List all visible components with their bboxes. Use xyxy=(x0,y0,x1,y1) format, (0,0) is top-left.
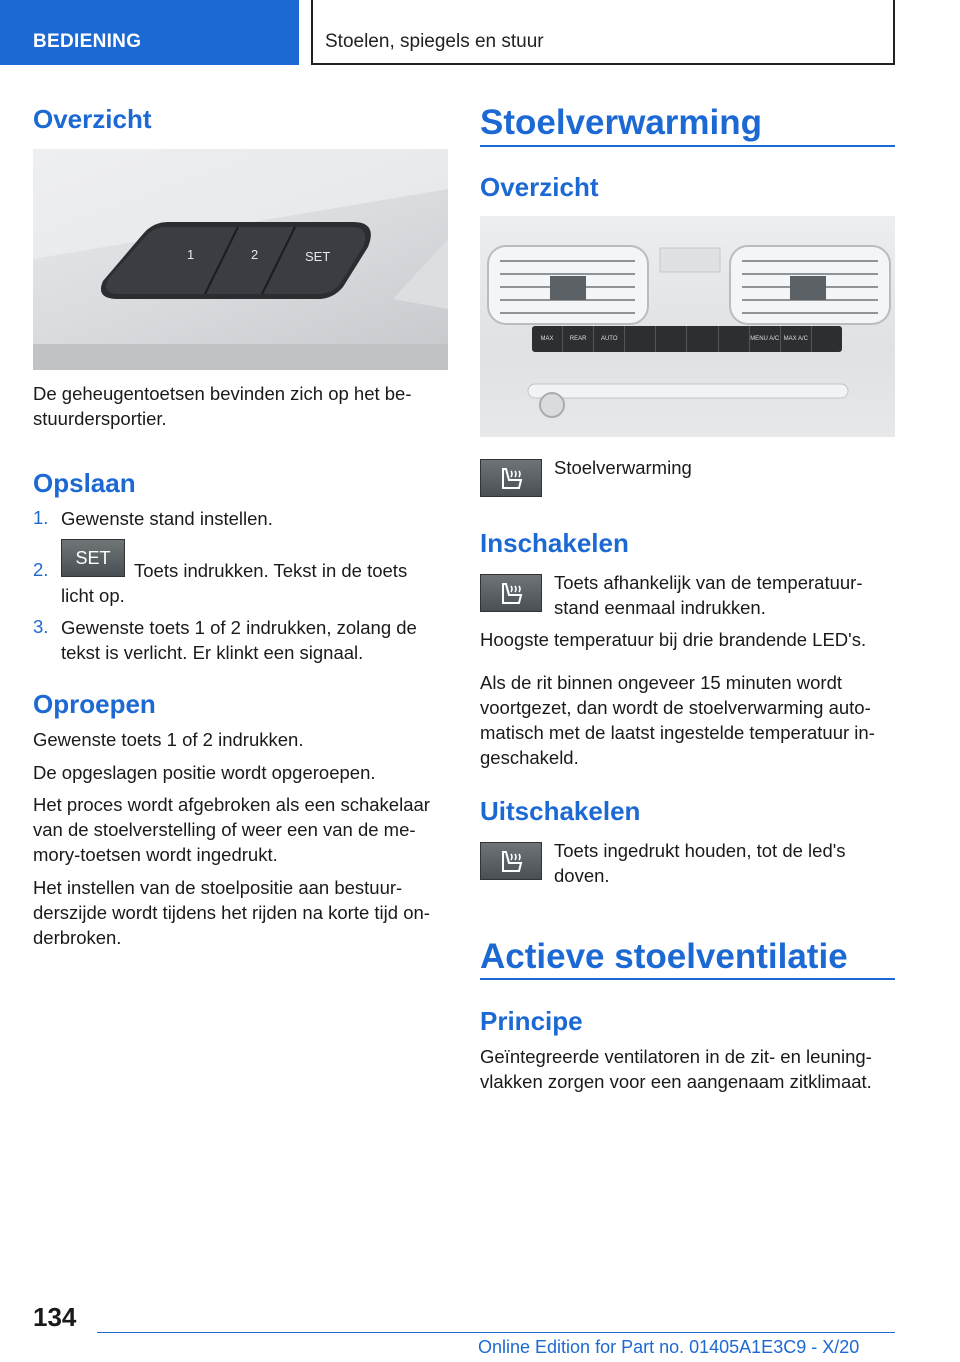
edition-footer: Online Edition for Part no. 01405A1E3C9 - X/20 xyxy=(478,1337,860,1357)
footer-rule xyxy=(97,1332,895,1333)
save-heading: Opslaan xyxy=(33,468,136,498)
climate-button: REAR xyxy=(563,326,594,352)
climate-button xyxy=(625,326,656,352)
seat-heating-heading: Stoelverwarming xyxy=(480,103,763,142)
climate-button: MAX A/C xyxy=(781,326,812,352)
climate-button: AUTO xyxy=(594,326,625,352)
switch-on-heading: Inschakelen xyxy=(480,528,629,558)
climate-panel-photo xyxy=(480,216,895,437)
seat-heating-icon xyxy=(480,842,542,880)
switch-on-text: Toets afhankelijk van de temperatuur‐ stand eenmaal indrukken. xyxy=(554,572,863,618)
page-number: 134 xyxy=(33,1302,77,1332)
heading-rule xyxy=(480,978,895,980)
set-button-icon: SET xyxy=(61,539,125,577)
principle-heading: Principe xyxy=(480,1006,583,1036)
climate-button xyxy=(687,326,718,352)
heading-rule xyxy=(480,145,895,147)
switch-off-heading: Uitschakelen xyxy=(480,796,641,826)
memory-set-label: SET xyxy=(305,249,331,264)
seat-ventilation-heading: Actieve stoelventilatie xyxy=(480,937,848,976)
step-text: Gewenste stand instellen. xyxy=(61,508,273,529)
climate-button: MAX xyxy=(532,326,563,352)
principle-text: Geïntegreerde ventilatoren in de zit- en leuning‐ vlakken zorgen voor een aangenaam zitklimaat. xyxy=(480,1046,872,1092)
climate-button xyxy=(656,326,687,352)
memory-buttons-photo xyxy=(33,149,448,370)
recall-paragraph: Gewenste toets 1 of 2 indrukken. xyxy=(33,729,304,750)
step-text: Toets indrukken. Tekst in de toets xyxy=(134,560,408,581)
section-tab xyxy=(0,0,299,65)
step-number: 1. xyxy=(33,507,49,528)
seat-heating-icon xyxy=(480,574,542,612)
switch-on-paragraph: Als de rit binnen ongeveer 15 minuten wordt voortgezet, dan wordt de stoelverwarming auto‐ matisch met de laatst ingestelde temperatuur in‐ geschakeld. xyxy=(480,672,875,768)
step-number: 3. xyxy=(33,616,49,637)
overview-heading: Overzicht xyxy=(33,104,152,134)
recall-paragraph: De opgeslagen positie wordt opgeroepen. xyxy=(33,762,376,783)
seat-heating-icon xyxy=(480,459,542,497)
recall-paragraph: Het instellen van de stoelpositie aan bestuur‐ derszijde wordt tijdens het rijden na korte tijd on‐ derbroken. xyxy=(33,877,430,948)
switch-on-paragraph: Hoogste temperatuur bij drie brandende LED's. xyxy=(480,629,867,650)
section-label: BEDIENING xyxy=(33,31,142,52)
climate-button: MENU A/C xyxy=(750,326,781,352)
climate-button xyxy=(719,326,750,352)
overview-heading-right: Overzicht xyxy=(480,172,599,202)
switch-off-text: Toets ingedrukt houden, tot de led's doven. xyxy=(554,840,846,886)
step-text: licht op. xyxy=(61,585,125,606)
seat-heating-icon-label: Stoelverwarming xyxy=(554,457,692,478)
memory-button-1-label: 1 xyxy=(187,247,195,262)
recall-paragraph: Het proces wordt afgebroken als een schakelaar van de stoelverstelling of weer een van de me‐ mory-toetsen wordt ingedrukt. xyxy=(33,794,430,865)
step-number: 2. xyxy=(33,559,49,580)
chapter-label: Stoelen, spiegels en stuur xyxy=(325,31,544,52)
recall-heading: Oproepen xyxy=(33,689,156,719)
step-text: Gewenste toets 1 of 2 indrukken, zolang de tekst is verlicht. Er klinkt een signaal. xyxy=(61,617,417,663)
chapter-header xyxy=(311,0,895,65)
overview-text: De geheugentoetsen bevinden zich op het be‐ stuurdersportier. xyxy=(33,383,412,429)
memory-button-2-label: 2 xyxy=(251,247,259,262)
climate-button xyxy=(812,326,842,352)
